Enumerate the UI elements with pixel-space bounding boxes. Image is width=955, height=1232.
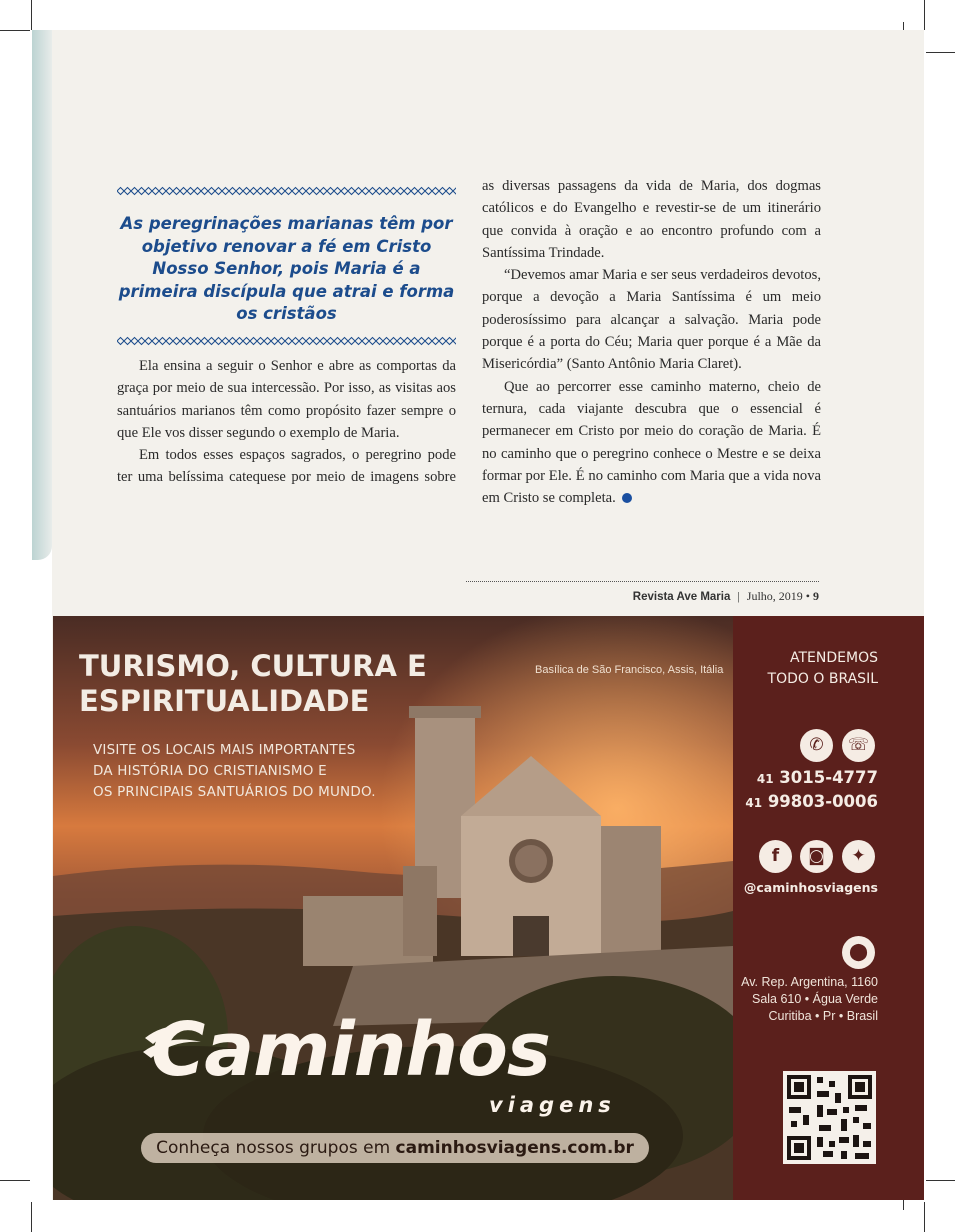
subheadline-line: DA HISTÓRIA DO CRISTIANISMO E	[93, 763, 327, 779]
issue-date: Julho, 2019 •	[746, 589, 810, 603]
address	[741, 974, 878, 1025]
coverage-line: TODO O BRASIL	[767, 671, 878, 687]
page-number: 9	[813, 589, 819, 603]
crop-mark	[926, 52, 955, 53]
instagram-icon: ◙	[800, 840, 833, 873]
footer-rule	[466, 581, 819, 582]
paragraph: Em todos esses espaços sagrados, o peregrino pode ter uma belíssima catequese por meio de imagens sobre	[117, 447, 456, 486]
crop-mark	[31, 1202, 32, 1232]
headline-line: ESPIRITUALIDADE	[79, 684, 370, 718]
paragraph-text: Que ao percorrer esse caminho materno, cheio de ternura, cada viajante descubra que o essencial é permanecer em Cristo por meio do coração de Maria. É no caminho que o peregrino conhece o Mestre e se deixa formar por Ele. É no caminho com Maria que a vida nova em Cristo se completa.	[482, 378, 821, 507]
crop-mark	[924, 0, 925, 30]
whatsapp-icon: ☏	[842, 729, 875, 762]
phone-number	[757, 768, 878, 787]
wavy-divider-top	[117, 186, 456, 196]
phone-ddd: 41	[756, 772, 774, 786]
crop-mark	[0, 1180, 30, 1181]
website-link[interactable]: caminhosviagens.com.br	[395, 1138, 634, 1158]
page-footer	[633, 589, 819, 604]
crop-mark	[31, 0, 32, 30]
crop-mark	[0, 30, 30, 31]
website-banner[interactable]	[141, 1133, 649, 1163]
crop-mark	[924, 1202, 925, 1232]
wavy-divider-bottom	[117, 336, 456, 346]
cta-text: Conheça nossos grupos em	[156, 1138, 391, 1158]
paragraph: Ela ensina a seguir o Senhor e abre as comportas da graça por meio de sua intercessão. Por isso, as visitas aos santuários marianos têm como propósito fazer sempre o que Ele vos disser segundo o exemplo de Maria.	[117, 358, 456, 441]
paragraph: as diversas passagens da vida de Maria, dos dogmas católicos e do Evangelho e revestir-se de um itinerário que convida à oração e ao encontro profundo com a Santíssima Trindade.	[482, 178, 821, 261]
page-edge	[32, 30, 52, 560]
coverage-note	[768, 648, 878, 690]
footer-separator: |	[737, 589, 740, 603]
address-line: Sala 610 • Água Verde	[751, 992, 878, 1006]
ad-subheadline	[93, 740, 376, 803]
qr-code-icon[interactable]	[783, 1071, 876, 1164]
brand-tagline: viagens	[489, 1093, 616, 1117]
facebook-icon: f	[759, 840, 792, 873]
location-pin-icon: ⬤	[842, 936, 875, 969]
right-column	[482, 175, 821, 509]
paragraph	[482, 376, 821, 510]
phone-digits: 3015-4777	[779, 768, 878, 787]
address-line: Curitiba • Pr • Brasil	[768, 1009, 878, 1023]
left-column	[117, 355, 456, 489]
crop-mark	[926, 1180, 955, 1181]
pull-quote-text: As peregrinações marianas têm por objetivo renovar a fé em Cristo Nosso Senhor, pois Maria é a primeira discípula que atrai e forma os cristãos	[118, 214, 455, 323]
phone-number	[745, 792, 878, 811]
end-bullet-icon	[622, 493, 632, 503]
headline-line: TURISMO, CULTURA E	[79, 649, 427, 683]
magazine-name: Revista Ave Maria	[632, 591, 731, 603]
paragraph: “Devemos amar Maria e ser seus verdadeiros devotos, porque a devoção a Maria Santíssima é um meio poderosíssimo para alcançar a salvação. Maria pode porque é a porta do Céu; Maria quer porque é a Mãe da Misericórdia” (Santo Antônio Maria Claret).	[482, 267, 821, 373]
advertisement	[53, 616, 924, 1200]
social-handle: @caminhosviagens	[743, 880, 878, 895]
brand-logo: Caminhos	[151, 1007, 550, 1093]
pull-quote	[117, 186, 456, 344]
phone-ddd: 41	[745, 796, 763, 810]
subheadline-line: OS PRINCIPAIS SANTUÁRIOS DO MUNDO.	[93, 784, 376, 800]
phone-digits: 99803-0006	[767, 792, 878, 811]
twitter-icon: ✦	[842, 840, 875, 873]
coverage-line: ATENDEMOS	[790, 650, 878, 666]
ad-headline	[79, 649, 427, 719]
phone-icon: ✆	[800, 729, 833, 762]
subheadline-line: VISITE OS LOCAIS MAIS IMPORTANTES	[93, 742, 356, 758]
address-line: Av. Rep. Argentina, 1160	[741, 975, 878, 989]
photo-caption: Basílica de São Francisco, Assis, Itália	[535, 664, 724, 676]
